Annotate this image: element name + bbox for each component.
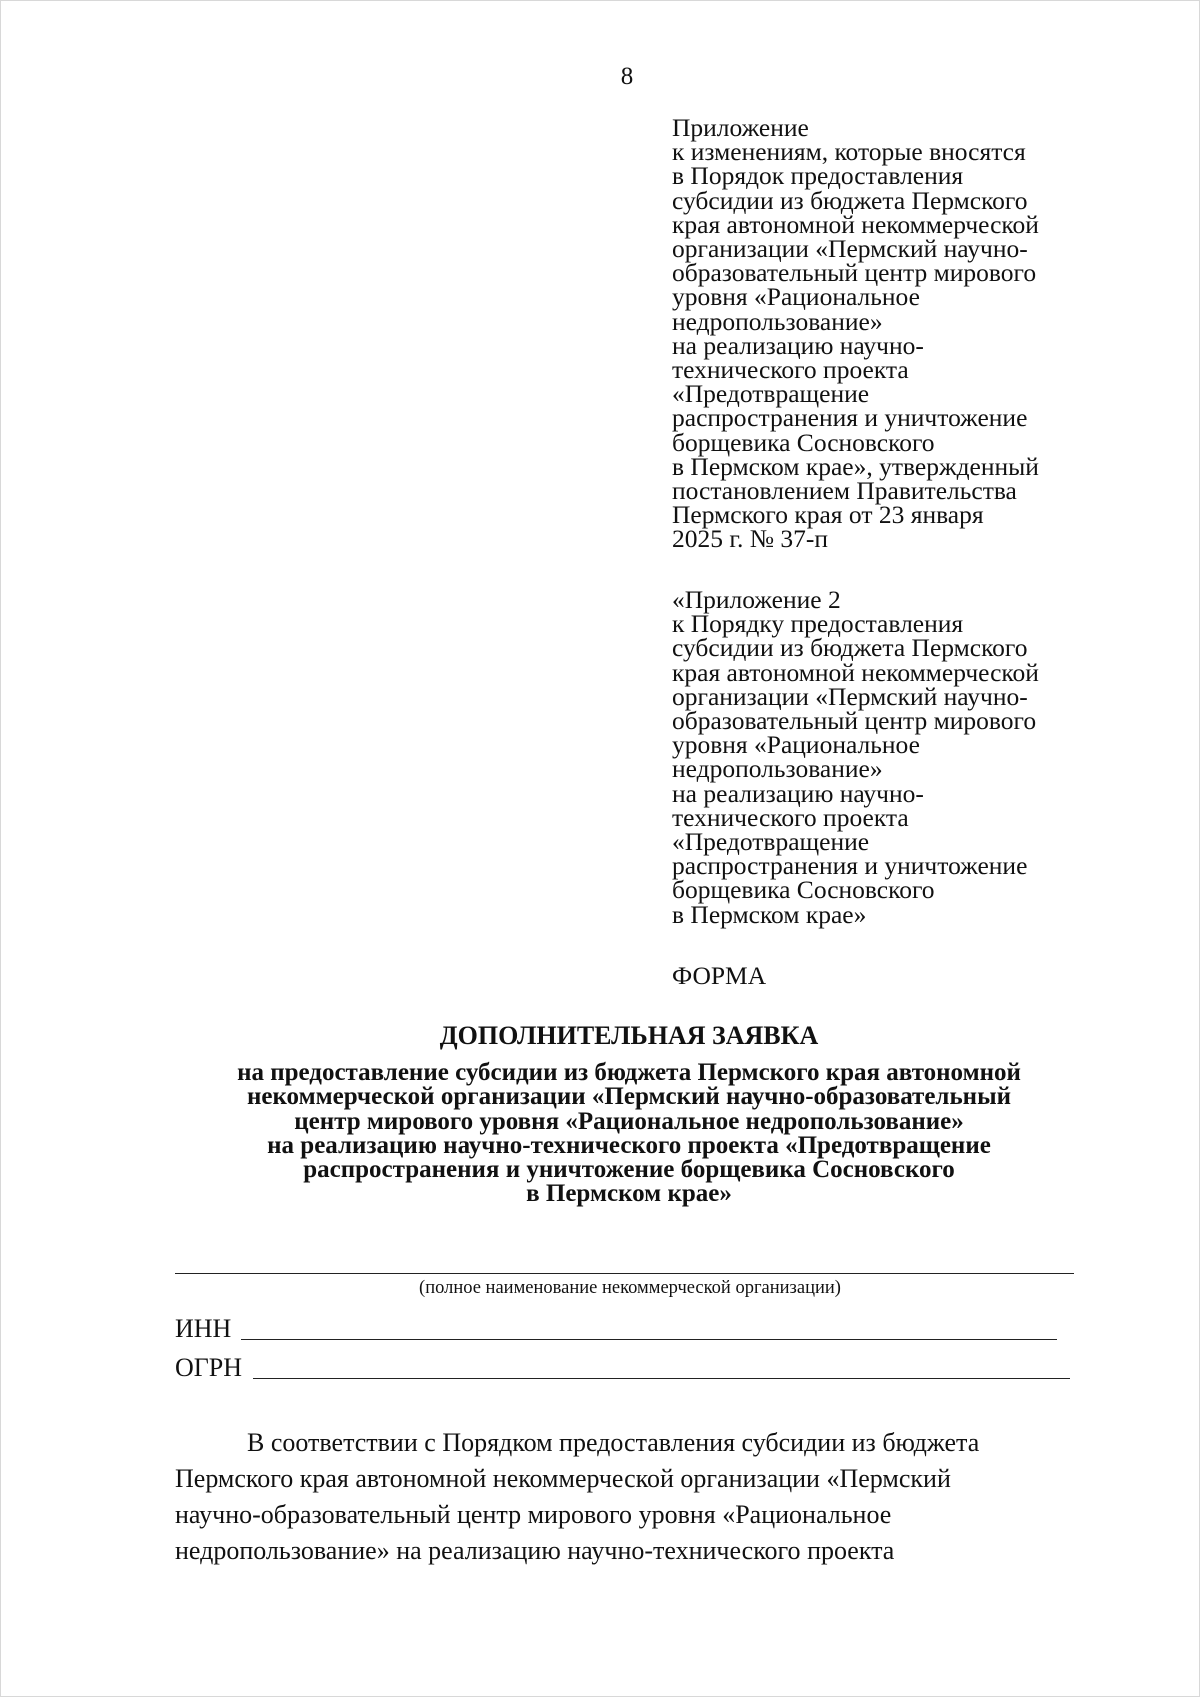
body-paragraph — [175, 1425, 1086, 1569]
appendix-line: постановлением Правительства — [672, 476, 1017, 506]
appendix-line: 2025 г. № 37-п — [672, 524, 829, 554]
page-number: 8 — [620, 63, 634, 90]
inn-label: ИНН — [175, 1314, 232, 1343]
appendix-line: к Порядку предоставления — [672, 609, 964, 639]
appendix-line: на реализацию научно- — [672, 778, 924, 808]
org-name-hint: (полное наименование некоммерческой организации) — [419, 1278, 841, 1298]
body-line-text: В соответствии с Порядком предоставления субсидии из бюджета — [247, 1428, 980, 1457]
body-line: Пермского края автономной некоммерческой организации «Пермский — [175, 1464, 951, 1493]
appendix-line: «Приложение 2 — [672, 585, 841, 614]
appendix-line: организации «Пермский научно- — [672, 234, 1028, 264]
ogrn-field-line[interactable] — [253, 1378, 1070, 1379]
subtitle-line: центр мирового уровня «Рациональное недропользование» — [294, 1107, 964, 1135]
appendix-line: уровня «Рациональное — [672, 730, 920, 760]
org-name-field-line[interactable] — [175, 1273, 1074, 1274]
appendix-line: борщевика Сосновского — [672, 875, 935, 905]
appendix-line: на реализацию научно- — [672, 330, 924, 360]
appendix-line: в Порядок предоставления — [672, 161, 964, 191]
subtitle-line: распространения и уничтожение борщевика Сосновского — [303, 1156, 955, 1184]
appendix-line: организации «Пермский научно- — [672, 681, 1028, 711]
inn-field-line[interactable] — [241, 1339, 1057, 1340]
subtitle-line: на предоставление субсидии из бюджета Пермского края автономной — [237, 1059, 1021, 1086]
appendix-header-form-2 — [672, 585, 1192, 929]
appendix-line: к изменениям, которые вносятся — [672, 137, 1026, 167]
appendix-line: технического проекта — [672, 802, 909, 832]
appendix-line: края автономной некоммерческой — [672, 209, 1039, 239]
appendix-line: в Пермском крае» — [672, 899, 867, 929]
subtitle-line: некоммерческой организации «Пермский научно-образовательный — [246, 1083, 1012, 1111]
document-title: ДОПОЛНИТЕЛЬНАЯ ЗАЯВКА — [439, 1021, 819, 1050]
subtitle-line: в Пермском крае» — [526, 1180, 732, 1208]
form-label: ФОРМА — [672, 961, 767, 990]
appendix-line: «Предотвращение — [672, 827, 870, 857]
appendix-line: субсидии из бюджета Пермского — [672, 185, 1028, 215]
appendix-line: «Предотвращение — [672, 379, 870, 409]
appendix-line: недропользование» — [672, 306, 883, 336]
ogrn-label: ОГРН — [175, 1353, 243, 1382]
appendix-line: субсидии из бюджета Пермского — [672, 633, 1028, 663]
inn-field[interactable] — [175, 1313, 1057, 1345]
body-line: научно-образовательный центр мирового уровня «Рациональное — [175, 1500, 892, 1529]
appendix-line: распространения и уничтожение — [672, 403, 1028, 433]
appendix-line: распространения и уничтожение — [672, 851, 1028, 881]
appendix-header-amendments — [672, 113, 1192, 554]
appendix-line: края автономной некоммерческой — [672, 657, 1039, 687]
document-subtitle — [174, 1061, 1084, 1207]
appendix-line: в Пермском крае», утвержденный — [672, 451, 1039, 481]
appendix-line: образовательный центр мирового — [672, 258, 1037, 288]
appendix-line: недропользование» — [672, 754, 883, 784]
appendix-line: технического проекта — [672, 355, 909, 385]
appendix-line: образовательный центр мирового — [672, 706, 1037, 736]
appendix-line: Приложение — [672, 113, 809, 142]
body-line — [175, 1425, 1086, 1461]
appendix-line: Пермского края от 23 января — [672, 500, 984, 530]
subtitle-line: на реализацию научно-технического проекта «Предотвращение — [267, 1131, 991, 1159]
appendix-line: уровня «Рациональное — [672, 282, 920, 312]
ogrn-field[interactable] — [175, 1352, 1070, 1384]
body-line: недропользование» на реализацию научно-технического проекта — [175, 1536, 895, 1565]
appendix-line: борщевика Сосновского — [672, 427, 935, 457]
